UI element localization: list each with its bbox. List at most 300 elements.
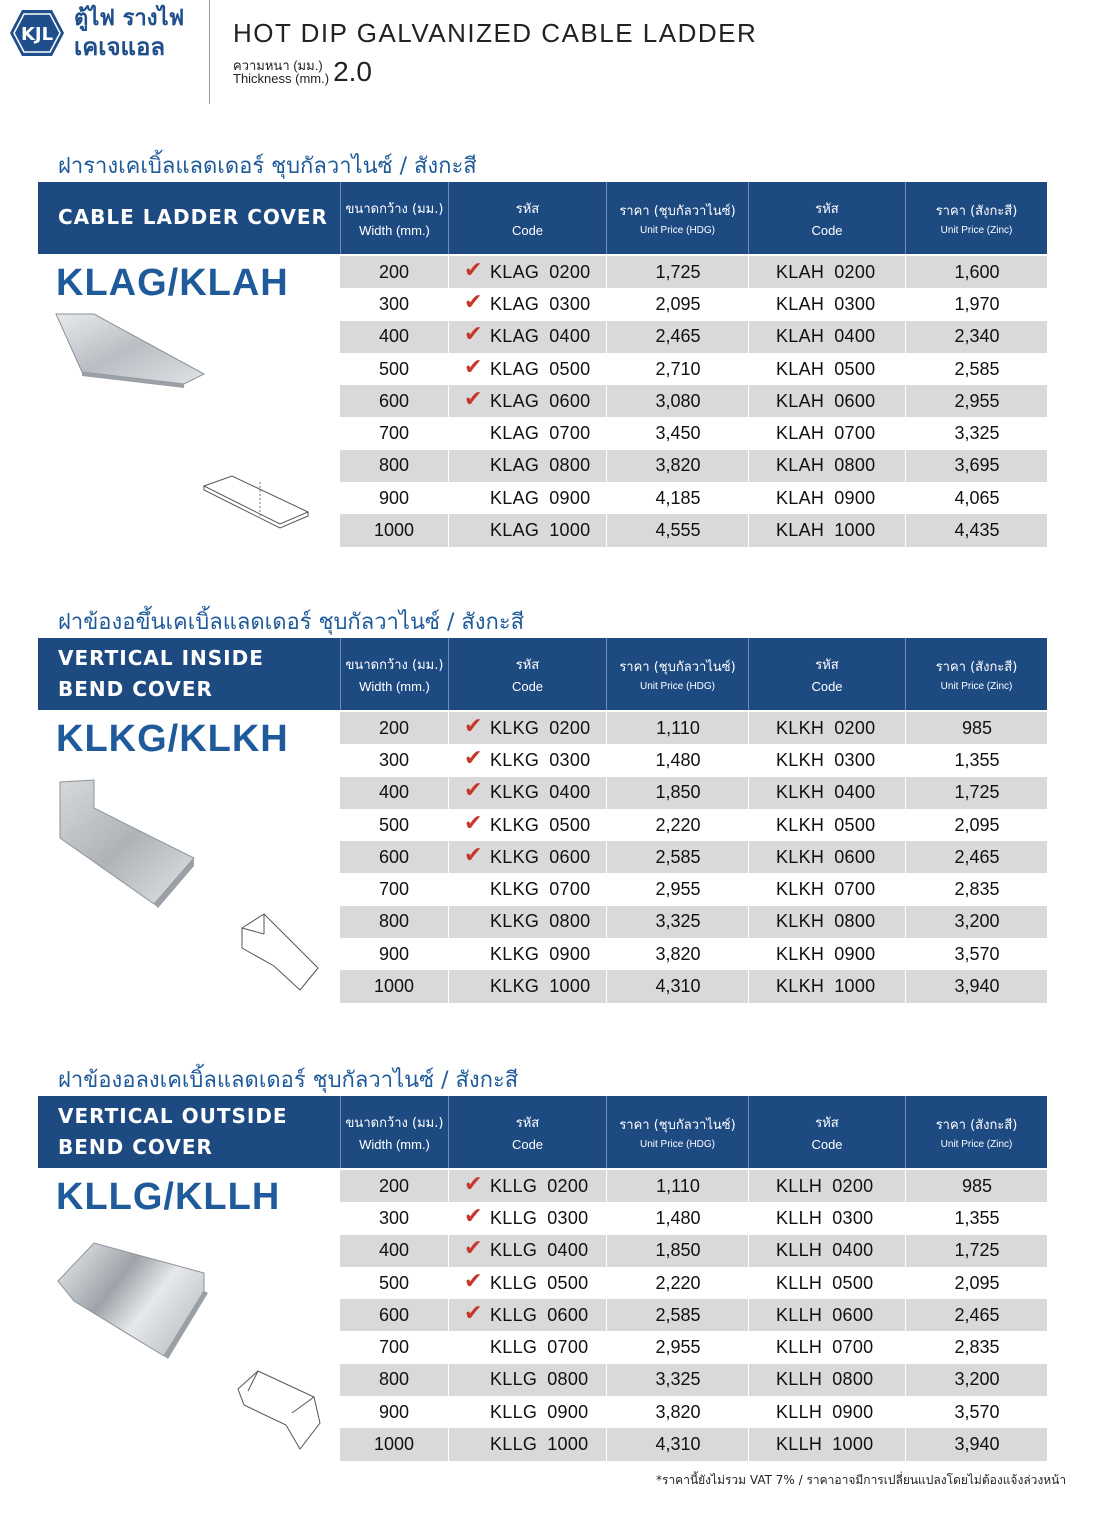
code-number: 1000 (547, 1434, 589, 1455)
cell-width (340, 1364, 448, 1396)
code-prefix: KLKH (776, 879, 825, 900)
code-hdg (450, 455, 590, 476)
header-label-en: Unit Price (HDG) (639, 681, 715, 692)
cell-price-zinc (907, 256, 1047, 288)
code-prefix: KLLH (776, 1175, 823, 1196)
code-zinc (750, 1240, 873, 1261)
code-number: 0500 (832, 1272, 874, 1293)
brand-line-1: ตู้ไฟ รางไฟ (74, 6, 185, 31)
cell-code-zinc (750, 1396, 905, 1428)
cell-price-zinc (907, 1396, 1047, 1428)
header-label-th: รหัส (815, 1116, 839, 1131)
section-title-line-1: VERTICAL INSIDE (58, 646, 264, 670)
code-number: 0800 (834, 455, 876, 476)
table-row (340, 809, 1047, 841)
header-label-th: ราคา (ชุบกัลวาไนซ์) (619, 660, 736, 675)
cell-price-hdg (608, 809, 748, 841)
cell-code-hdg (450, 514, 606, 546)
header-label-en: Unit Price (HDG) (639, 225, 715, 236)
column-divider (448, 256, 449, 547)
code-hdg (450, 1236, 589, 1262)
price-zinc: 2,955 (954, 390, 1000, 411)
code-zinc (750, 782, 875, 803)
cell-width (340, 1170, 448, 1202)
code-prefix: KLKG (490, 749, 540, 770)
price-zinc: 4,435 (954, 520, 1000, 541)
price-hdg: 2,220 (655, 814, 701, 835)
cable-ladder-cover-drawing (198, 472, 318, 542)
cell-code-hdg (450, 353, 606, 385)
cell-code-hdg (450, 809, 606, 841)
code-number: 0200 (834, 261, 876, 282)
code-number: 0900 (832, 1401, 874, 1422)
cell-code-zinc (750, 385, 905, 417)
header-label-th: ขนาดกว้าง (มม.) (345, 658, 444, 673)
cell-code-zinc (750, 321, 905, 353)
column-divider (448, 712, 449, 1003)
width-value: 300 (378, 293, 410, 314)
cell-code-hdg (450, 777, 606, 809)
check-mark-icon: ✔ (464, 810, 483, 836)
cell-code-zinc (750, 809, 905, 841)
code-number: 0400 (832, 1240, 874, 1261)
code-prefix: KLAH (776, 455, 825, 476)
check-mark-icon: ✔ (464, 1171, 483, 1197)
col-code-zinc-header (748, 1096, 905, 1168)
cell-code-zinc (750, 450, 905, 482)
section-title (58, 202, 328, 233)
code-hdg (450, 1268, 589, 1294)
check-mark-icon: ✔ (464, 354, 483, 380)
code-prefix: KLKG (490, 717, 540, 738)
code-number: 0400 (549, 782, 591, 803)
code-prefix: KLLG (490, 1240, 538, 1261)
cable-ladder-cover-photo (54, 312, 214, 402)
code-prefix: KLKH (776, 782, 825, 803)
code-zinc (750, 262, 875, 283)
cell-price-zinc (907, 1331, 1047, 1363)
section-title-line-1: CABLE LADDER COVER (58, 205, 328, 229)
cell-width (340, 1202, 448, 1234)
cell-width (340, 1396, 448, 1428)
price-hdg: 2,095 (655, 293, 701, 314)
model-name: KLAG/KLAH (56, 262, 289, 304)
cell-code-hdg (450, 938, 606, 970)
cell-width (340, 1331, 448, 1363)
header-label-en: Unit Price (HDG) (639, 1139, 715, 1150)
cell-price-hdg (608, 1299, 748, 1331)
code-prefix: KLAH (776, 358, 825, 379)
price-table (340, 712, 1047, 1003)
table-row (340, 1299, 1047, 1331)
width-value: 400 (378, 326, 410, 347)
width-value: 700 (378, 423, 410, 444)
header-label-th: รหัส (815, 202, 839, 217)
check-mark-icon: ✔ (464, 1236, 483, 1262)
price-zinc: 1,725 (954, 1240, 1000, 1261)
code-number: 1000 (549, 520, 591, 541)
logo-text: KJL (20, 24, 54, 45)
cell-code-hdg (450, 1267, 606, 1299)
cell-code-zinc (750, 1267, 905, 1299)
code-number: 0800 (834, 911, 876, 932)
width-value: 900 (378, 1401, 410, 1422)
code-hdg (450, 1337, 588, 1358)
table-row (340, 1235, 1047, 1267)
cell-price-hdg (608, 417, 748, 449)
code-prefix: KLKG (490, 911, 540, 932)
brand-line-2: เคเจแอล (74, 33, 166, 61)
cell-code-zinc (750, 288, 905, 320)
code-prefix: KLLH (776, 1434, 823, 1455)
code-zinc (750, 294, 875, 315)
header-label-en: Unit Price (Zinc) (940, 681, 1013, 692)
code-hdg (450, 944, 590, 965)
width-value: 200 (378, 261, 410, 282)
cell-code-zinc (750, 873, 905, 905)
code-hdg (450, 1171, 589, 1197)
price-hdg: 4,185 (655, 487, 701, 508)
header-label-en: Unit Price (Zinc) (940, 225, 1013, 236)
cell-code-zinc (750, 514, 905, 546)
cell-code-zinc (750, 906, 905, 938)
price-zinc: 1,355 (954, 749, 1000, 770)
header-label-th: ราคา (ชุบกัลวาไนซ์) (619, 204, 736, 219)
cell-code-hdg (450, 873, 606, 905)
code-number: 0200 (549, 261, 591, 282)
price-hdg: 2,220 (655, 1272, 701, 1293)
code-number: 0300 (834, 749, 876, 770)
section-title (58, 1101, 288, 1163)
code-zinc (750, 359, 875, 380)
code-number: 0600 (834, 846, 876, 867)
code-hdg (450, 1402, 588, 1423)
column-divider (606, 712, 607, 1003)
width-value: 500 (378, 358, 410, 379)
code-number: 0200 (832, 1175, 874, 1196)
cell-width (340, 906, 448, 938)
header-label-en: Code (811, 679, 843, 694)
cell-price-hdg (608, 353, 748, 385)
code-prefix: KLAG (490, 326, 540, 347)
code-hdg (450, 1434, 588, 1455)
code-zinc (750, 391, 875, 412)
price-zinc: 3,940 (954, 1434, 1000, 1455)
price-hdg: 1,725 (655, 261, 701, 282)
cell-code-zinc (750, 1202, 905, 1234)
header-label-th: ราคา (ชุบกัลวาไนซ์) (619, 1118, 736, 1133)
vertical-inside-bend-cover-photo (54, 778, 204, 908)
col-width-header (340, 182, 448, 254)
cell-price-zinc (907, 417, 1047, 449)
section-2 (38, 608, 1047, 1008)
cell-price-zinc (907, 288, 1047, 320)
price-zinc: 3,200 (954, 911, 1000, 932)
table-row (340, 417, 1047, 449)
table-row (340, 841, 1047, 873)
table-header (38, 1096, 1047, 1168)
cell-price-hdg (608, 1235, 748, 1267)
code-prefix: KLKG (490, 943, 540, 964)
col-code-zinc-header (748, 638, 905, 710)
col-code-zinc-header (748, 182, 905, 254)
code-zinc (750, 455, 875, 476)
table-row (340, 938, 1047, 970)
col-price-hdg-header (606, 182, 748, 254)
width-value: 200 (378, 717, 410, 738)
cell-code-hdg (450, 712, 606, 744)
price-hdg: 2,955 (655, 1337, 701, 1358)
table-header (38, 638, 1047, 710)
price-hdg: 1,110 (656, 1175, 700, 1196)
code-number: 0300 (549, 293, 591, 314)
cell-width (340, 482, 448, 514)
cell-code-zinc (750, 256, 905, 288)
code-prefix: KLKG (490, 879, 540, 900)
column-divider (748, 712, 749, 1003)
code-zinc (750, 718, 875, 739)
header-label-en: Code (511, 1137, 544, 1152)
header-label-en: Code (811, 223, 843, 238)
header-label-en: Width (mm.) (359, 679, 430, 694)
code-number: 0600 (547, 1304, 589, 1325)
code-number: 1000 (832, 1434, 874, 1455)
code-prefix: KLAH (776, 261, 825, 282)
thickness-label-th: ความหนา (มม.) (233, 58, 323, 73)
thickness-label-en: Thickness (mm.) (233, 71, 330, 86)
width-value: 900 (378, 943, 410, 964)
code-number: 0500 (549, 358, 591, 379)
price-zinc: 2,835 (954, 879, 1000, 900)
table-row (340, 1396, 1047, 1428)
cell-width (340, 1428, 448, 1460)
code-zinc (750, 847, 875, 868)
cell-price-hdg (608, 450, 748, 482)
section-heading: ฝาข้องอขึ้นเคเบิ้ลแลดเดอร์ ชุบกัลวาไนซ์ / สังกะสี (58, 610, 525, 635)
code-number: 0400 (547, 1240, 589, 1261)
code-number: 0600 (834, 390, 876, 411)
cell-price-zinc (907, 450, 1047, 482)
code-prefix: KLLG (490, 1337, 538, 1358)
column-divider (905, 1170, 906, 1461)
check-mark-icon: ✔ (464, 257, 483, 283)
cell-width (340, 938, 448, 970)
code-prefix: KLAG (490, 390, 540, 411)
column-divider (448, 1170, 449, 1461)
code-prefix: KLKG (490, 846, 540, 867)
cell-code-hdg (450, 1331, 606, 1363)
footnote: *ราคานี้ยังไม่รวม VAT 7% / ราคาอาจมีการเปลี่ยนแปลงโดยไม่ต้องแจ้งล่วงหน้า (656, 1473, 1067, 1487)
cell-width (340, 1267, 448, 1299)
code-number: 0200 (834, 717, 876, 738)
col-code-hdg-header (448, 182, 606, 254)
code-zinc (750, 488, 875, 509)
code-zinc (750, 750, 875, 771)
code-hdg (450, 1369, 588, 1390)
cell-price-hdg (608, 777, 748, 809)
code-number: 0500 (547, 1272, 589, 1293)
cell-code-hdg (450, 321, 606, 353)
price-zinc: 2,585 (954, 358, 1000, 379)
code-hdg (450, 257, 591, 283)
price-hdg: 1,480 (655, 1207, 701, 1228)
price-hdg: 4,555 (655, 520, 701, 541)
col-price-zinc-header (905, 182, 1047, 254)
table-row (340, 906, 1047, 938)
code-zinc (750, 1208, 873, 1229)
code-prefix: KLAG (490, 423, 540, 444)
price-hdg: 2,465 (655, 326, 701, 347)
section-title-line-1: VERTICAL OUTSIDE (58, 1104, 288, 1128)
code-zinc (750, 815, 875, 836)
cell-code-zinc (750, 1364, 905, 1396)
price-zinc: 3,325 (954, 423, 1000, 444)
cell-width (340, 417, 448, 449)
code-hdg (450, 423, 590, 444)
cell-code-hdg (450, 1202, 606, 1234)
cell-code-hdg (450, 906, 606, 938)
code-prefix: KLAG (490, 455, 540, 476)
code-prefix: KLLH (776, 1207, 823, 1228)
cell-code-hdg (450, 970, 606, 1002)
width-value: 300 (378, 1207, 410, 1228)
cell-price-hdg (608, 970, 748, 1002)
code-zinc (750, 326, 875, 347)
kjl-logo (8, 8, 66, 58)
col-price-hdg-header (606, 638, 748, 710)
header-label-en: Code (511, 679, 544, 694)
cell-price-zinc (907, 777, 1047, 809)
cell-price-hdg (608, 744, 748, 776)
cell-price-hdg (608, 1364, 748, 1396)
code-prefix: KLLH (776, 1304, 823, 1325)
thickness-value: 2.0 (333, 56, 372, 87)
table-row (340, 873, 1047, 905)
cell-price-zinc (907, 353, 1047, 385)
check-mark-icon: ✔ (464, 1268, 483, 1294)
vertical-outside-bend-cover-photo (54, 1231, 214, 1361)
code-number: 0700 (834, 423, 876, 444)
cell-code-zinc (750, 417, 905, 449)
column-divider (905, 712, 906, 1003)
price-hdg: 2,585 (655, 846, 701, 867)
header-label-th: รหัส (815, 658, 839, 673)
code-number: 0300 (834, 293, 876, 314)
section-title (58, 643, 264, 705)
code-prefix: KLLH (776, 1240, 823, 1261)
code-hdg (450, 745, 591, 771)
header-label-th: รหัส (515, 1116, 540, 1131)
column-divider (905, 256, 906, 547)
code-prefix: KLAH (776, 326, 825, 347)
header-label-th: ราคา (สังกะสี) (935, 1118, 1018, 1133)
price-zinc: 3,695 (954, 455, 1000, 476)
cell-price-zinc (907, 873, 1047, 905)
width-value: 200 (378, 1175, 410, 1196)
code-prefix: KLAG (490, 358, 540, 379)
cell-code-hdg (450, 1170, 606, 1202)
code-prefix: KLAH (776, 390, 825, 411)
cell-price-hdg (608, 1202, 748, 1234)
code-number: 0900 (547, 1401, 589, 1422)
price-zinc: 1,970 (954, 293, 1000, 314)
thickness-info (233, 56, 372, 88)
cell-code-hdg (450, 288, 606, 320)
table-row (340, 1331, 1047, 1363)
code-prefix: KLLH (776, 1401, 823, 1422)
price-hdg: 1,480 (655, 749, 701, 770)
table-row (340, 288, 1047, 320)
code-hdg (450, 778, 591, 804)
code-hdg (450, 976, 590, 997)
page-title: HOT DIP GALVANIZED CABLE LADDER (233, 18, 758, 48)
section-heading: ฝาข้องอลงเคเบิ้ลแลดเดอร์ ชุบกัลวาไนซ์ / สังกะสี (58, 1068, 519, 1093)
code-hdg (450, 322, 591, 348)
column-divider (606, 1170, 607, 1461)
code-prefix: KLLG (490, 1304, 538, 1325)
price-hdg: 3,820 (655, 455, 701, 476)
cell-code-hdg (450, 1235, 606, 1267)
cell-price-zinc (907, 1428, 1047, 1460)
code-prefix: KLAG (490, 261, 540, 282)
cell-price-zinc (907, 906, 1047, 938)
check-mark-icon: ✔ (464, 1203, 483, 1229)
header-label-th: ราคา (สังกะสี) (935, 204, 1018, 219)
check-mark-icon: ✔ (464, 713, 483, 739)
cell-price-zinc (907, 1299, 1047, 1331)
width-value: 1000 (373, 1434, 415, 1455)
code-hdg (450, 289, 591, 315)
width-value: 500 (378, 814, 410, 835)
table-row (340, 1364, 1047, 1396)
price-zinc: 1,600 (954, 261, 1000, 282)
cell-price-hdg (608, 938, 748, 970)
col-code-hdg-header (448, 1096, 606, 1168)
cell-price-zinc (907, 712, 1047, 744)
price-hdg: 1,850 (655, 782, 701, 803)
table-row (340, 256, 1047, 288)
cell-price-hdg (608, 321, 748, 353)
cell-width (340, 514, 448, 546)
cell-price-hdg (608, 482, 748, 514)
column-divider (748, 256, 749, 547)
code-prefix: KLAH (776, 487, 825, 508)
header-label-th: รหัส (515, 202, 540, 217)
price-hdg: 3,450 (655, 423, 701, 444)
code-number: 0300 (547, 1207, 589, 1228)
price-zinc: 1,725 (954, 782, 1000, 803)
check-mark-icon: ✔ (464, 386, 483, 412)
code-number: 0600 (832, 1304, 874, 1325)
code-zinc (750, 520, 875, 541)
cell-price-zinc (907, 1267, 1047, 1299)
cell-code-hdg (450, 1428, 606, 1460)
code-zinc (750, 423, 875, 444)
cell-price-zinc (907, 744, 1047, 776)
cell-price-hdg (608, 514, 748, 546)
header-label-en: Width (mm.) (359, 1137, 430, 1152)
price-hdg: 3,820 (655, 1401, 701, 1422)
cell-code-zinc (750, 841, 905, 873)
code-number: 1000 (834, 520, 876, 541)
cell-price-zinc (907, 514, 1047, 546)
width-value: 1000 (373, 976, 415, 997)
vertical-outside-bend-cover-drawing (234, 1361, 334, 1456)
code-prefix: KLKH (776, 717, 825, 738)
code-number: 0200 (549, 717, 591, 738)
width-value: 300 (378, 749, 410, 770)
code-number: 0200 (547, 1175, 589, 1196)
